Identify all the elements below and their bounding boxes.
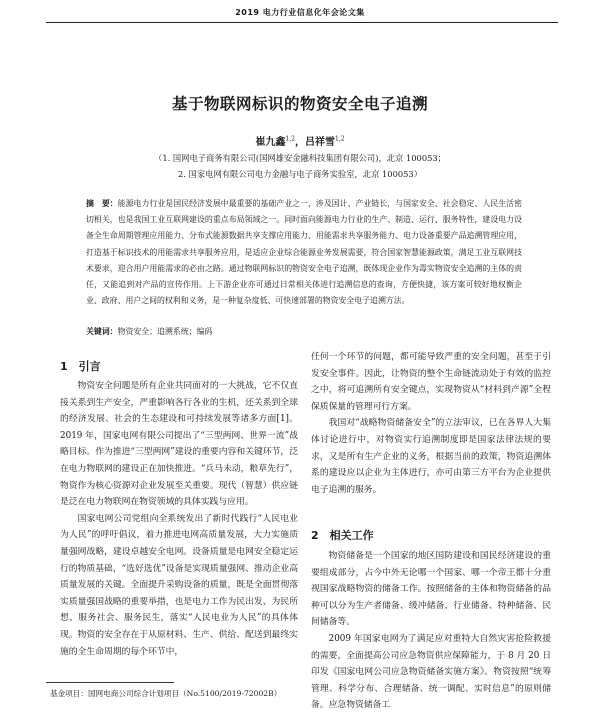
abstract	[86, 196, 522, 309]
body-paragraph: 任何一个环节的问题，都可能导致严重的安全问题，甚至于引发安全事件。因此，让物资的整个生命链流动处于有效的监控之中，将可追溯所有安全键点，实现物资从“材料到产源”全程保质保量的管理可行方案。	[311, 352, 551, 412]
paper-title: 基于物联网标识的物资安全电子追溯	[171, 95, 428, 113]
footnote-rule	[46, 682, 174, 683]
affiliation-1: （1. 国网电子商务有限公司(国网雄安金融科技集团有限公司)，北京 100053；	[154, 153, 446, 163]
section-heading-introduction: 1 引言	[60, 360, 101, 373]
right-column-bottom	[311, 548, 551, 714]
body-paragraph: 国家电网公司党组向全系统发出了新时代践行“人民电业为人民”的呼吁倡议，着力推进电网高质量发展，大力实施质量强网战略，建设卓越安全电网。设备质量是电网安全稳定运行的物质基础，“选好选优”设备是实现质量强网、推动企业高质量发展的关键。全面提升采购设备的质量，既是全面贯彻落实质量强国战略的重要举措，也是电力工作为民出发、为民所想、服务社会、服务民生，落实“人民电业为人民”的具体体现。物资的安全存在于从原材料、生产、供给、配送到最终实施的全生命周期的每个环节中，	[60, 513, 298, 657]
left-column	[60, 378, 298, 660]
keywords-text: 物资安全；追溯系统；编码	[117, 327, 213, 336]
abstract-label: 摘 要：	[86, 199, 118, 208]
keywords-label: 关键词：	[86, 327, 118, 336]
author-name: 崔九鑫	[255, 137, 286, 148]
author-line	[0, 133, 600, 148]
body-paragraph: 我国对“战略物资储备安全”的立法审议，已在各界人大集体讨论进行中，对物资实行追溯制度即是国家法律法规的要求，又是所有生产企业的义务，根据当前的政策，物资追溯体系的建设应以企业为主体进行，亦可由第三方平台为企业提供电子追溯的服务。	[311, 418, 551, 495]
funding-footnote: 基金项目：国网电商公司综合计划项目（No.5100/2019-72002B）	[50, 689, 282, 698]
author-name: 吕祥雪	[305, 137, 335, 148]
header-rule	[46, 22, 558, 23]
affiliation-2: 2. 国家电网有限公司电力金融与电子商务实验室，北京 100053）	[178, 169, 422, 179]
author-separator: ，	[295, 137, 305, 148]
body-paragraph: 物资储备是一个国家的地区国防建设和国民经济建设的重要组成部分，占今中外无论哪一个国家、哪一个帝王都十分重视国家战略物资的储备工作。按照储备的主体和物资储备的品种可以分为生产者储备、缓冲储备、行业储备、特种储备、民间储备等。	[311, 551, 551, 628]
author-affiliation-mark: 1,2	[335, 135, 345, 143]
abstract-text: 能源电力行业是国民经济发展中最重要的基础产业之一，涉及国计、产业链长，与国家安全、社会稳定、人民生活密切相关，也是我国工业互联网建设的重点布局领域之一。同时面向能源电力行业的生产、制造、运行、服务特性，建设电力设备全生命周期管理应用能力、分布式能源数据共享支撑应用能力、用能需求共享服务能力、电力设备重要产品追溯管理应用，打造基于标识技术的用能需求共享服务应用，是适应企业综合能源业务发展需要，符合国家智慧能源政策，满足工业互联网技术要求，迎合用户用能需求的必由之路。通过物联网标识的物资安全电子追溯，既体现企业作为毒实物资安全追溯的主体的责任，又能追到对产品的宣传作用。上下游企业亦可通过日常相关体进行追溯信息的查询，方便快捷，该方案可较好地权衡企业、政府、用户之间的权利和义务，是一种复杂度低、可快速部署的物资安全电子追溯方法。	[86, 199, 522, 306]
body-paragraph: 2009 年国家电网为了满足应对重特大自然灾害抢险救援的需要，全面提高公司应急物资供应保障能力，于 8 月 20 日印发《国家电网公司应急物资储备实施方案》。物资按照“统筹管理、科学分布、合理储备、统一调配、实时信息”的原则储备。应急物资储备工	[311, 633, 551, 711]
body-paragraph: 物资安全问题是所有企业共同面对的一大挑战，它不仅直接关系到生产安全，严重影响各行各业的生机，还关系到全球的经济发展、社会的生态建设和可持续发展等诸多方面[1]。2019 年，国家电网有限公司提出了“三型两网、世界一流”战略目标。作为推进“三型两网”建设的重要内容和关键环节，泛在电力物联网的建设正在加快推进。“兵马未动，粮草先行”，物资作为核心资源对企业发展至关重要。现代（智慧）供应链是泛在电力物联网在物资领域的具体实践与应用。	[60, 381, 298, 508]
keywords	[86, 325, 522, 338]
author-affiliation-mark: 1,2	[285, 135, 295, 143]
running-header: 2019 电力行业信息化年会论文集	[235, 8, 365, 17]
right-column-top	[311, 349, 551, 498]
section-heading-related-work: 2 相关工作	[311, 529, 374, 542]
